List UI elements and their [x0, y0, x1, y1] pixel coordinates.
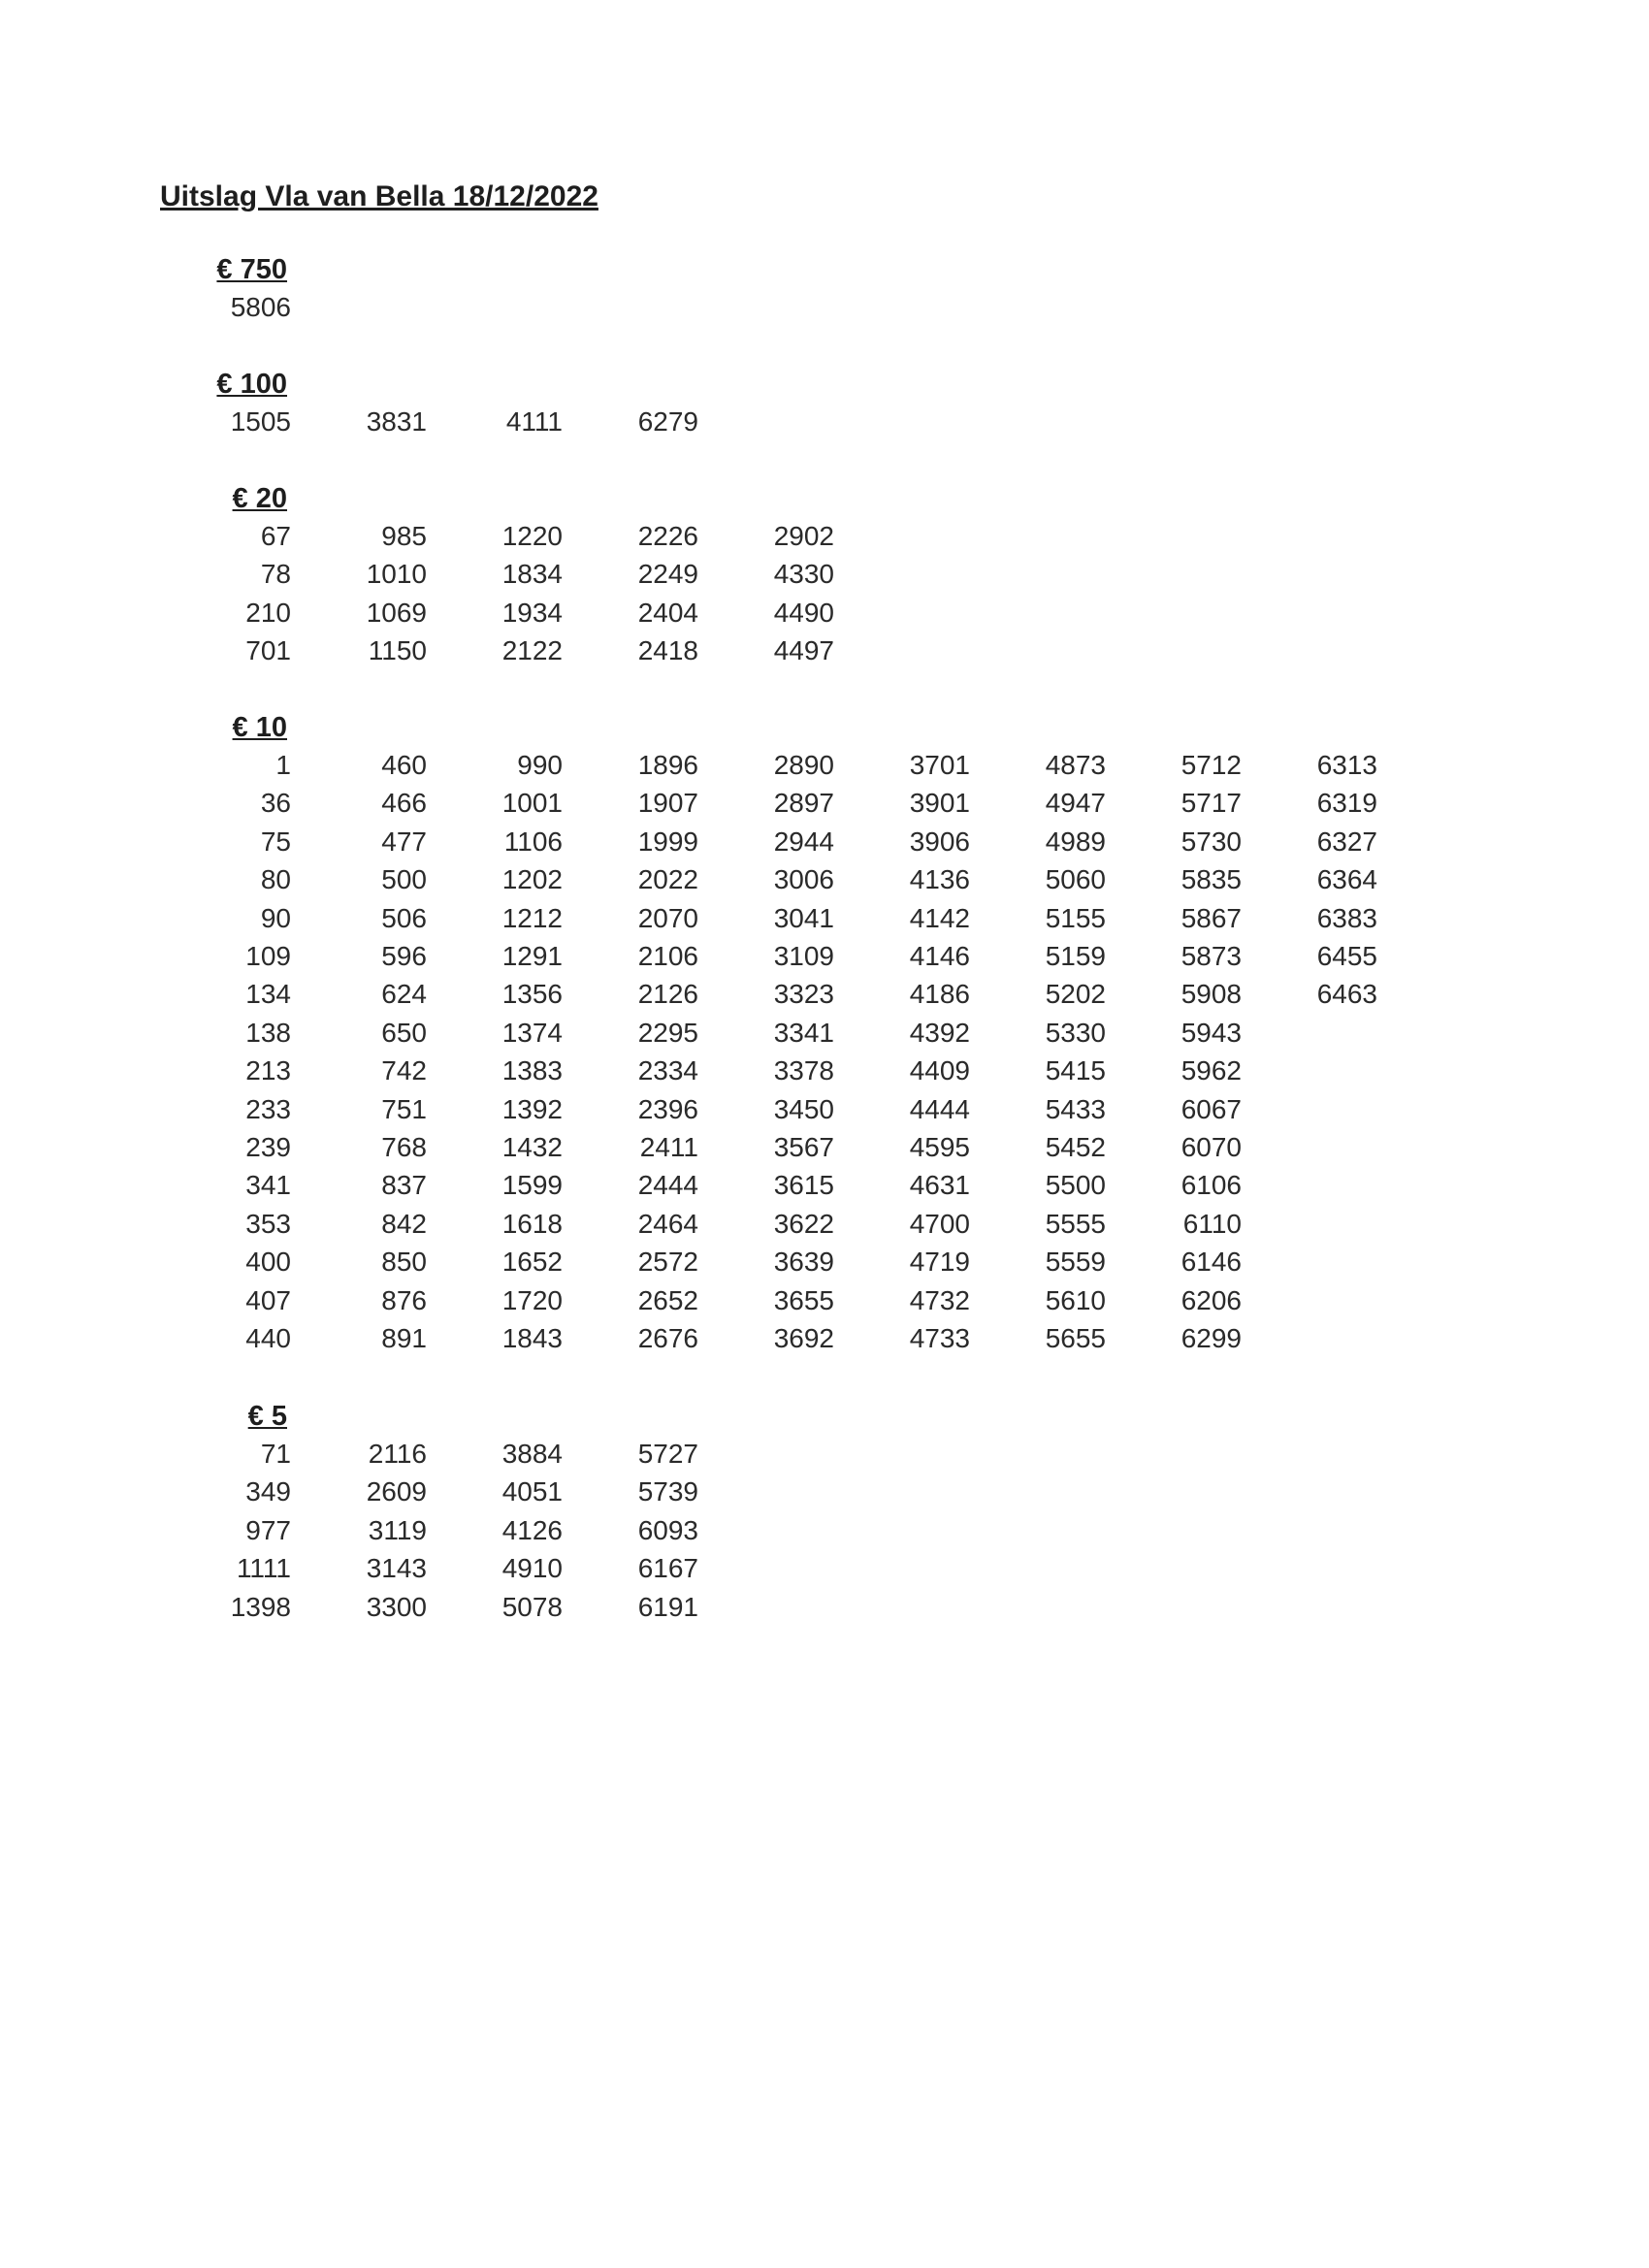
ticket-number: 2122 [501, 635, 563, 666]
ticket-number: 2418 [637, 635, 698, 666]
ticket-number: 1907 [637, 788, 698, 819]
prize-heading: € 10 [232, 712, 287, 743]
ticket-number: 6279 [637, 406, 698, 437]
ticket-number: 1220 [501, 521, 563, 551]
ticket-number: 109 [245, 941, 291, 971]
ticket-number: 1618 [501, 1208, 563, 1239]
ticket-number: 3655 [773, 1284, 834, 1315]
ticket-number: 5867 [1180, 902, 1242, 933]
ticket-number: 842 [381, 1208, 427, 1239]
ticket-number: 407 [245, 1284, 291, 1315]
ticket-number: 2464 [637, 1208, 698, 1239]
ticket-number: 6383 [1316, 902, 1377, 933]
ticket-number: 2572 [637, 1247, 698, 1278]
ticket-number: 36 [260, 788, 291, 819]
ticket-number: 2126 [637, 979, 698, 1010]
ticket-number: 6191 [637, 1591, 698, 1622]
ticket-number: 1432 [501, 1132, 563, 1162]
ticket-number: 5943 [1180, 1017, 1242, 1048]
ticket-number: 5433 [1045, 1093, 1106, 1124]
ticket-number: 2404 [637, 597, 698, 628]
ticket-number: 3701 [909, 750, 970, 780]
ticket-number: 3041 [773, 902, 834, 933]
ticket-number: 134 [245, 979, 291, 1010]
ticket-number: 3615 [773, 1170, 834, 1201]
ticket-number: 1505 [230, 406, 291, 437]
ticket-number: 138 [245, 1017, 291, 1048]
ticket-number: 4732 [909, 1284, 970, 1315]
ticket-number: 2226 [637, 521, 698, 551]
ticket-number: 4631 [909, 1170, 970, 1201]
ticket-number: 2897 [773, 788, 834, 819]
ticket-number: 4186 [909, 979, 970, 1010]
ticket-number: 6167 [637, 1553, 698, 1584]
ticket-number: 5908 [1180, 979, 1242, 1010]
ticket-number: 701 [245, 635, 291, 666]
ticket-number: 2116 [368, 1439, 427, 1469]
ticket-number: 75 [260, 826, 291, 857]
ticket-number: 6319 [1316, 788, 1377, 819]
ticket-number: 1383 [501, 1055, 563, 1086]
ticket-number: 768 [381, 1132, 427, 1162]
ticket-number: 1999 [637, 826, 698, 857]
ticket-number: 850 [381, 1247, 427, 1278]
ticket-number: 4989 [1045, 826, 1106, 857]
ticket-number: 1652 [501, 1247, 563, 1278]
ticket-number: 3323 [773, 979, 834, 1010]
ticket-number: 506 [381, 902, 427, 933]
ticket-number: 1069 [366, 597, 427, 628]
ticket-number: 239 [245, 1132, 291, 1162]
ticket-number: 837 [381, 1170, 427, 1201]
ticket-number: 6327 [1316, 826, 1377, 857]
ticket-number: 3692 [773, 1323, 834, 1353]
ticket-number: 5655 [1045, 1323, 1106, 1353]
prize-heading: € 5 [247, 1401, 287, 1432]
ticket-number: 5712 [1180, 750, 1242, 780]
ticket-number: 233 [245, 1093, 291, 1124]
ticket-number: 1 [275, 750, 291, 780]
ticket-number: 2676 [637, 1323, 698, 1353]
ticket-number: 1843 [501, 1323, 563, 1353]
ticket-number: 891 [381, 1323, 427, 1353]
ticket-number: 500 [381, 864, 427, 895]
prize-heading: € 100 [216, 369, 287, 400]
ticket-number: 4111 [505, 406, 563, 437]
ticket-number: 1398 [230, 1591, 291, 1622]
ticket-number: 2609 [366, 1476, 427, 1507]
prize-heading: € 20 [232, 483, 287, 514]
ticket-number: 3639 [773, 1247, 834, 1278]
ticket-number: 440 [245, 1323, 291, 1353]
ticket-number: 1291 [501, 941, 563, 971]
ticket-number: 3143 [366, 1553, 427, 1584]
ticket-number: 349 [245, 1476, 291, 1507]
ticket-number: 1001 [501, 788, 563, 819]
ticket-number: 5452 [1045, 1132, 1106, 1162]
page-title: Uitslag Vla van Bella 18/12/2022 [160, 180, 598, 212]
ticket-number: 4947 [1045, 788, 1106, 819]
ticket-number: 4146 [909, 941, 970, 971]
ticket-number: 460 [381, 750, 427, 780]
ticket-number: 1106 [503, 826, 563, 857]
ticket-number: 5835 [1180, 864, 1242, 895]
ticket-number: 1896 [637, 750, 698, 780]
ticket-number: 6299 [1180, 1323, 1242, 1353]
ticket-number: 1202 [501, 864, 563, 895]
ticket-number: 5727 [637, 1439, 698, 1469]
ticket-number: 1599 [501, 1170, 563, 1201]
ticket-number: 6455 [1316, 941, 1377, 971]
ticket-number: 5060 [1045, 864, 1106, 895]
ticket-number: 650 [381, 1017, 427, 1048]
ticket-number: 6364 [1316, 864, 1377, 895]
ticket-number: 4595 [909, 1132, 970, 1162]
ticket-number: 977 [245, 1514, 291, 1545]
ticket-number: 4142 [909, 902, 970, 933]
ticket-number: 2902 [773, 521, 834, 551]
ticket-number: 990 [517, 750, 563, 780]
ticket-number: 1374 [501, 1017, 563, 1048]
ticket-number: 353 [245, 1208, 291, 1239]
ticket-number: 4136 [909, 864, 970, 895]
ticket-number: 2022 [637, 864, 698, 895]
ticket-number: 2070 [637, 902, 698, 933]
ticket-number: 4392 [909, 1017, 970, 1048]
ticket-number: 3006 [773, 864, 834, 895]
ticket-number: 4409 [909, 1055, 970, 1086]
ticket-number: 1212 [501, 902, 563, 933]
ticket-number: 751 [381, 1093, 427, 1124]
ticket-number: 4733 [909, 1323, 970, 1353]
ticket-number: 1720 [501, 1284, 563, 1315]
ticket-number: 2890 [773, 750, 834, 780]
ticket-number: 6070 [1180, 1132, 1242, 1162]
ticket-number: 5739 [637, 1476, 698, 1507]
ticket-number: 5159 [1045, 941, 1106, 971]
ticket-number: 1934 [501, 597, 563, 628]
ticket-number: 5717 [1180, 788, 1242, 819]
ticket-number: 3300 [366, 1591, 427, 1622]
ticket-number: 67 [260, 521, 291, 551]
ticket-number: 3378 [773, 1055, 834, 1086]
ticket-number: 1356 [501, 979, 563, 1010]
ticket-number: 1834 [501, 559, 563, 590]
ticket-number: 71 [260, 1439, 291, 1469]
ticket-number: 3901 [909, 788, 970, 819]
ticket-number: 210 [245, 597, 291, 628]
ticket-number: 5559 [1045, 1247, 1106, 1278]
ticket-number: 3567 [773, 1132, 834, 1162]
ticket-number: 4910 [501, 1553, 563, 1584]
ticket-number: 985 [381, 521, 427, 551]
ticket-number: 5555 [1045, 1208, 1106, 1239]
ticket-number: 4330 [773, 559, 834, 590]
ticket-number: 466 [381, 788, 427, 819]
ticket-number: 2106 [637, 941, 698, 971]
ticket-number: 1010 [366, 559, 427, 590]
ticket-number: 5730 [1180, 826, 1242, 857]
ticket-number: 1392 [501, 1093, 563, 1124]
ticket-number: 341 [245, 1170, 291, 1201]
ticket-number: 5155 [1045, 902, 1106, 933]
ticket-number: 4719 [909, 1247, 970, 1278]
ticket-number: 3884 [501, 1439, 563, 1469]
ticket-number: 4051 [501, 1476, 563, 1507]
ticket-number: 213 [245, 1055, 291, 1086]
ticket-number: 2944 [773, 826, 834, 857]
ticket-number: 876 [381, 1284, 427, 1315]
ticket-number: 6313 [1316, 750, 1377, 780]
ticket-number: 3341 [773, 1017, 834, 1048]
ticket-number: 5202 [1045, 979, 1106, 1010]
ticket-number: 2652 [637, 1284, 698, 1315]
ticket-number: 1150 [368, 635, 427, 666]
ticket-number: 4444 [909, 1093, 970, 1124]
ticket-number: 5500 [1045, 1170, 1106, 1201]
ticket-number: 2334 [637, 1055, 698, 1086]
ticket-number: 80 [260, 864, 291, 895]
ticket-number: 624 [381, 979, 427, 1010]
ticket-number: 4700 [909, 1208, 970, 1239]
ticket-number: 6146 [1180, 1247, 1242, 1278]
ticket-number: 4490 [773, 597, 834, 628]
ticket-number: 2249 [637, 559, 698, 590]
ticket-number: 3450 [773, 1093, 834, 1124]
ticket-number: 5078 [501, 1591, 563, 1622]
ticket-number: 2444 [637, 1170, 698, 1201]
ticket-number: 6206 [1180, 1284, 1242, 1315]
ticket-number: 2411 [639, 1132, 698, 1162]
ticket-number: 742 [381, 1055, 427, 1086]
ticket-number: 4873 [1045, 750, 1106, 780]
ticket-number: 3831 [366, 406, 427, 437]
ticket-number: 5330 [1045, 1017, 1106, 1048]
ticket-number: 2396 [637, 1093, 698, 1124]
ticket-number: 400 [245, 1247, 291, 1278]
ticket-number: 6093 [637, 1514, 698, 1545]
ticket-number: 4497 [773, 635, 834, 666]
ticket-number: 3906 [909, 826, 970, 857]
ticket-number: 90 [260, 902, 291, 933]
ticket-number: 3622 [773, 1208, 834, 1239]
ticket-number: 5610 [1045, 1284, 1106, 1315]
ticket-number: 1111 [236, 1553, 291, 1584]
ticket-number: 6110 [1182, 1208, 1242, 1239]
ticket-number: 5415 [1045, 1055, 1106, 1086]
ticket-number: 6106 [1180, 1170, 1242, 1201]
ticket-number: 5806 [230, 292, 291, 322]
ticket-number: 3119 [368, 1514, 427, 1545]
ticket-number: 6463 [1316, 979, 1377, 1010]
ticket-number: 78 [260, 559, 291, 590]
ticket-number: 596 [381, 941, 427, 971]
ticket-number: 4126 [501, 1514, 563, 1545]
ticket-number: 5873 [1180, 941, 1242, 971]
ticket-number: 6067 [1180, 1093, 1242, 1124]
ticket-number: 3109 [773, 941, 834, 971]
ticket-number: 477 [381, 826, 427, 857]
ticket-number: 2295 [637, 1017, 698, 1048]
ticket-number: 5962 [1180, 1055, 1242, 1086]
prize-heading: € 750 [216, 254, 287, 285]
